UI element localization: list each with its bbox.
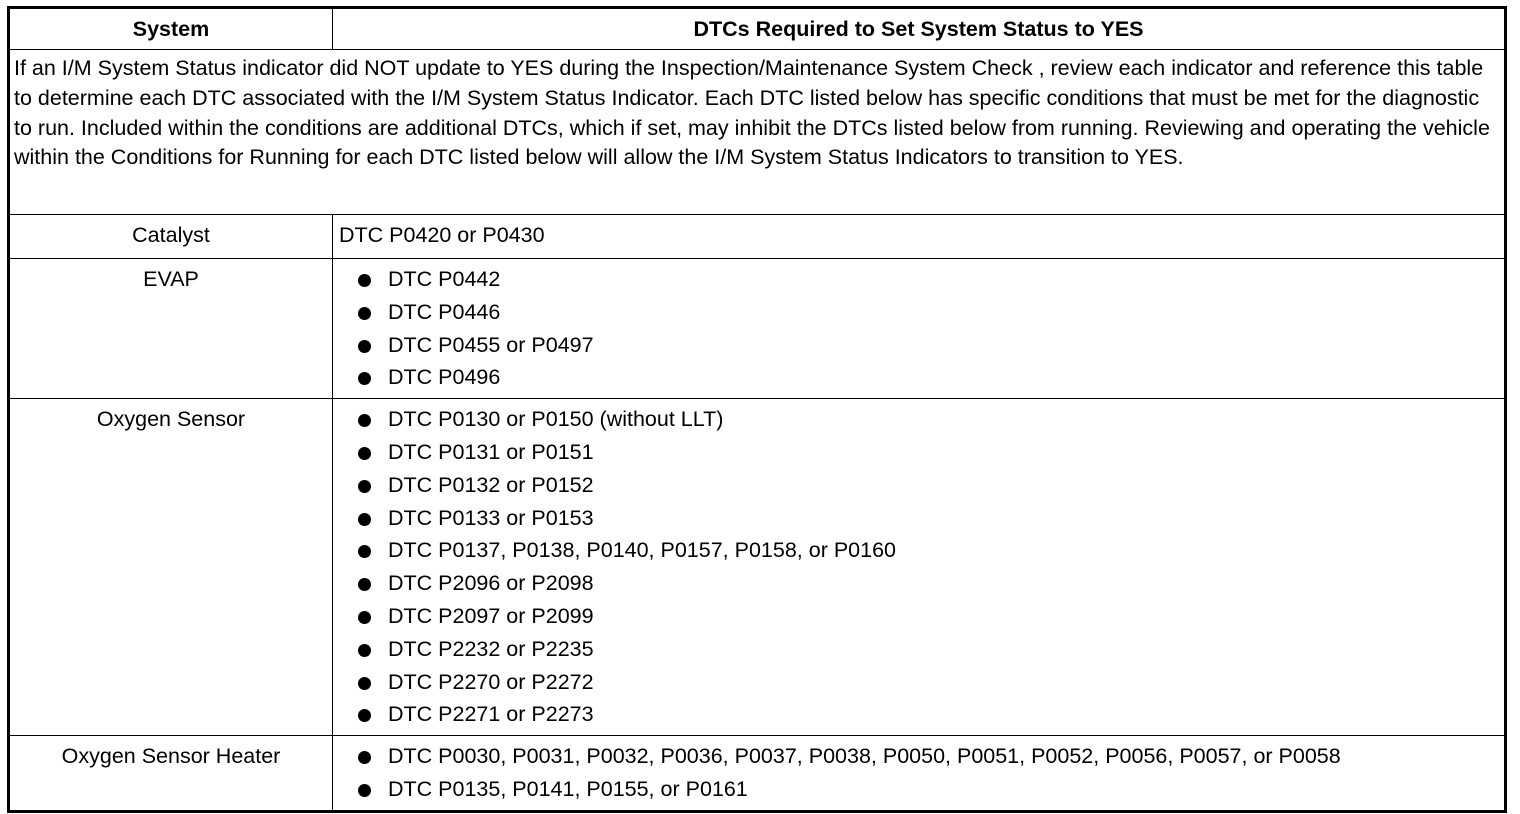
dtc-list [339, 403, 1504, 731]
dtc-item-text: DTC P0137, P0138, P0140, P0157, P0158, or P0160 [388, 538, 897, 563]
bullet-icon [358, 545, 371, 558]
system-cell: Catalyst [9, 215, 333, 259]
dtc-cell [333, 259, 1506, 399]
dtc-item-text: DTC P0455 or P0497 [388, 332, 594, 357]
bullet-icon [358, 480, 371, 493]
dtc-cell [333, 736, 1506, 812]
dtc-item-text: DTC P0030, P0031, P0032, P0036, P0037, P0038, P0050, P0051, P0052, P0056, P0057, or P0058 [388, 744, 1341, 769]
dtc-item-text: DTC P0132 or P0152 [388, 472, 594, 497]
dtc-list-item [339, 469, 1504, 502]
dtc-list-item [339, 773, 1504, 806]
dtc-list [339, 263, 1504, 394]
system-cell: Oxygen Sensor [9, 399, 333, 736]
bullet-icon [358, 709, 371, 722]
dtc-item-text: DTC P2232 or P2235 [388, 636, 594, 661]
dtc-list-item [339, 534, 1504, 567]
dtc-item-text: DTC P2271 or P2273 [388, 702, 594, 727]
dtc-list-item [339, 633, 1504, 666]
dtc-list-item [339, 361, 1504, 394]
dtc-list-item [339, 296, 1504, 329]
header-dtcs: DTCs Required to Set System Status to YES [333, 8, 1506, 50]
dtc-list-item [339, 600, 1504, 633]
bullet-icon [358, 307, 371, 320]
dtc-item-text: DTC P0135, P0141, P0155, or P0161 [388, 776, 748, 801]
dtc-list-item [339, 329, 1504, 362]
bullet-icon [358, 784, 371, 797]
dtc-item-text: DTC P0133 or P0153 [388, 505, 594, 530]
bullet-icon [358, 414, 371, 427]
dtc-item-text: DTC P2270 or P2272 [388, 669, 594, 694]
bullet-icon [358, 644, 371, 657]
dtc-list-item [339, 403, 1504, 436]
dtc-list-item [339, 567, 1504, 600]
table-row-evap [9, 259, 1506, 399]
bullet-icon [358, 274, 371, 287]
bullet-icon [358, 751, 371, 764]
dtc-item-text: DTC P0446 [388, 299, 501, 324]
dtc-cell [333, 399, 1506, 736]
dtc-item-text: DTC P2097 or P2099 [388, 603, 594, 628]
dtc-cell: DTC P0420 or P0430 [333, 215, 1506, 259]
system-cell: Oxygen Sensor Heater [9, 736, 333, 812]
dtc-item-text: DTC P0442 [388, 267, 501, 291]
bullet-icon [358, 677, 371, 690]
header-row [9, 8, 1506, 50]
dtc-item-text: DTC P0130 or P0150 (without LLT) [388, 407, 724, 432]
system-cell: EVAP [9, 259, 333, 399]
dtc-list-item [339, 740, 1504, 773]
table-row-oxygen-sensor-heater [9, 736, 1506, 812]
bullet-icon [358, 513, 371, 526]
bullet-icon [358, 340, 371, 353]
bullet-icon [358, 611, 371, 624]
bullet-icon [358, 372, 371, 385]
bullet-icon [358, 578, 371, 591]
dtc-list [339, 740, 1504, 806]
intro-row [9, 50, 1506, 215]
dtc-list-item [339, 502, 1504, 535]
table-row-catalyst [9, 215, 1506, 259]
bullet-icon [358, 447, 371, 460]
intro-text: If an I/M System Status indicator did NOT update to YES during the Inspection/Maintenance System Check , review each indicator and reference this table to determine each DTC associated with the I/M System Status Indicator. Each DTC listed below has specific conditions that must be met for the diagnostic to run. Included within the conditions are additional DTCs, which if set, may inhibit the DTCs listed below from running. Reviewing and operating the vehicle within the Conditions for Running for each DTC listed below will allow the I/M System Status Indicators to transition to YES. [9, 50, 1506, 215]
header-system: System [9, 8, 333, 50]
dtc-item-text: DTC P0496 [388, 365, 501, 390]
dtc-item-text: DTC P2096 or P2098 [388, 571, 594, 596]
dtc-status-table [7, 6, 1507, 813]
table-row-oxygen-sensor [9, 399, 1506, 736]
dtc-list-item [339, 436, 1504, 469]
dtc-list-item [339, 698, 1504, 731]
dtc-list-item [339, 666, 1504, 699]
dtc-list-item [339, 263, 1504, 296]
dtc-item-text: DTC P0131 or P0151 [388, 439, 594, 464]
